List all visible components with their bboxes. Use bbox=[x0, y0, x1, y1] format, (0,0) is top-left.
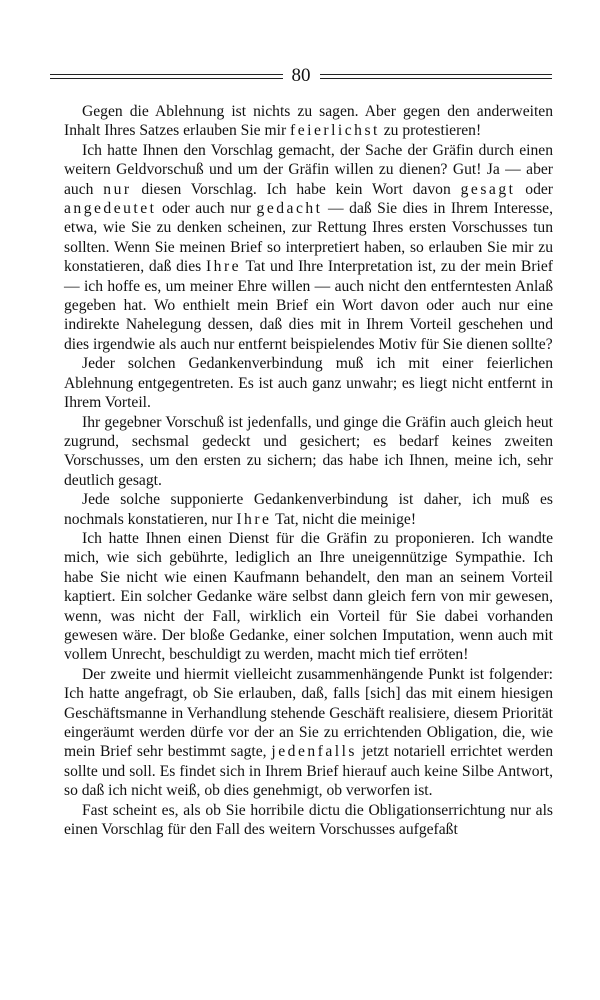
emphasized-text: gesagt bbox=[460, 180, 516, 198]
emphasized-text: angedeutet bbox=[64, 200, 157, 218]
text-run: Ich hatte Ihnen den Vorschlag gemacht, der Sache der Gräfin durch einen weitern Geldvorschuß und um der Gräfin willen zu dienen? Gut! Ja — aber auch bbox=[64, 141, 553, 198]
emphasized-text: gedacht bbox=[256, 200, 323, 218]
text-run: Gegen die Ablehnung ist nichts zu sagen. Aber gegen den anderweiten Inhalt Ihres Satzes erlauben Sie mir bbox=[64, 103, 553, 140]
paragraph bbox=[64, 665, 553, 801]
text-run: Jeder solchen Gedankenverbindung muß ich mit einer feierlichen Ablehnung entgegentreten. Es ist auch ganz unwahr; es liegt nicht entfernt in Ihrem Vorteil. bbox=[64, 355, 553, 412]
text-run: Ihr gegebner Vorschuß ist jedenfalls, und ginge die Gräfin auch gleich heut zugrund, sechsmal gedeckt und gesichert; es bedarf keines zweiten Vorschusses, um den ersten zu sichern; das habe ich Ihnen, meine ich, sehr deutlich gesagt. bbox=[64, 413, 553, 489]
text-run: Jede solche supponierte Gedankenverbindung ist daher, ich muß es nochmals konstatieren, nur bbox=[64, 491, 553, 528]
paragraph bbox=[64, 354, 553, 412]
text-run: Ich hatte Ihnen einen Dienst für die Gräfin zu proponieren. Ich wandte mich, wie sich gebührte, lediglich an Ihre uneigennützige Sympathie. Ich habe Sie nicht wie einen Kaufmann behandelt, den man an seinem Vorteil kaptiert. Ein solcher Gedanke wäre selbst dann gleich fern von mir gewesen, wenn, was nicht der Fall, wirklich ein Vorteil für Sie dabei vorhanden gewesen wäre. Der bloße Gedanke, einer solchen Imputation, wenn auch mit vollem Unrecht, beschuldigt zu werden, macht mich tief erröten! bbox=[64, 529, 553, 664]
emphasized-text: Ihre bbox=[205, 258, 242, 276]
text-run: — daß Sie dies in Ihrem Interesse, etwa, wie Sie zu denken scheinen, zur Rettung Ihres ersten Vorschusses tun sollten. Wenn Sie meinen Brief so interpretiert haben, so erlauben Sie mir zu konstatieren, daß dies bbox=[64, 200, 553, 276]
header-rule-left bbox=[50, 74, 283, 79]
text-run: jetzt notariell errichtet werden sollte und soll. Es findet sich in Ihrem Brief hierauf auch keine Silbe Antwort, so daß ich nicht weiß, ob dies genehmigt, ob verworfen ist. bbox=[64, 743, 553, 800]
header-rule-right bbox=[320, 74, 553, 79]
text-run: oder bbox=[515, 180, 554, 198]
text-run: Fast scheint es, als ob Sie horribile dictu die Obligationserrichtung nur als einen Vorschlag für den Fall des weitern Vorschusses aufgefaßt bbox=[64, 801, 553, 839]
paragraph bbox=[64, 801, 553, 840]
emphasized-text: feierlichst bbox=[290, 122, 380, 140]
paragraph bbox=[64, 490, 553, 529]
text-run: zu protestieren! bbox=[379, 122, 482, 140]
emphasized-text: nur bbox=[103, 180, 132, 198]
paragraph bbox=[64, 141, 553, 354]
page-number: 80 bbox=[291, 65, 311, 86]
paragraph bbox=[64, 413, 553, 491]
text-run: Tat, nicht die meinige! bbox=[271, 510, 417, 528]
text-run: Der zweite und hiermit vielleicht zusammenhängende Punkt ist folgender: Ich hatte angefragt, ob Sie erlauben, daß, falls [sich] das mit einem hiesigen Geschäftsmanne in Verhandlung stehende Geschäft realisiere, diesem Priorität eingeräumt werden dürfe vor der an Sie zu errichtenden Obligation, die, wie mein Brief sehr bestimmt sagte, bbox=[64, 665, 553, 761]
paragraph bbox=[64, 529, 553, 665]
paragraph bbox=[64, 102, 553, 141]
emphasized-text: jedenfalls bbox=[271, 743, 357, 761]
text-run: oder auch nur bbox=[156, 200, 257, 218]
body-text bbox=[64, 102, 553, 839]
text-run: diesen Vorschlag. Ich habe kein Wort davon bbox=[131, 180, 461, 198]
page-header bbox=[50, 64, 552, 88]
text-run: Tat und Ihre Interpretation ist, zu der mein Brief — ich hoffe es, um meiner Ehre willen — auch nicht den entferntesten Anlaß gegeben hat. Wo enthielt mein Brief ein Wort davon oder auch nur eine indirekte Nahelegung dessen, daß dies mit in Ihrem Vorteil geschehen und dies irgendwie als auch nur entfernt beispielendes Motiv für Sie dienen sollte? bbox=[64, 258, 553, 353]
emphasized-text: Ihre bbox=[236, 510, 272, 528]
